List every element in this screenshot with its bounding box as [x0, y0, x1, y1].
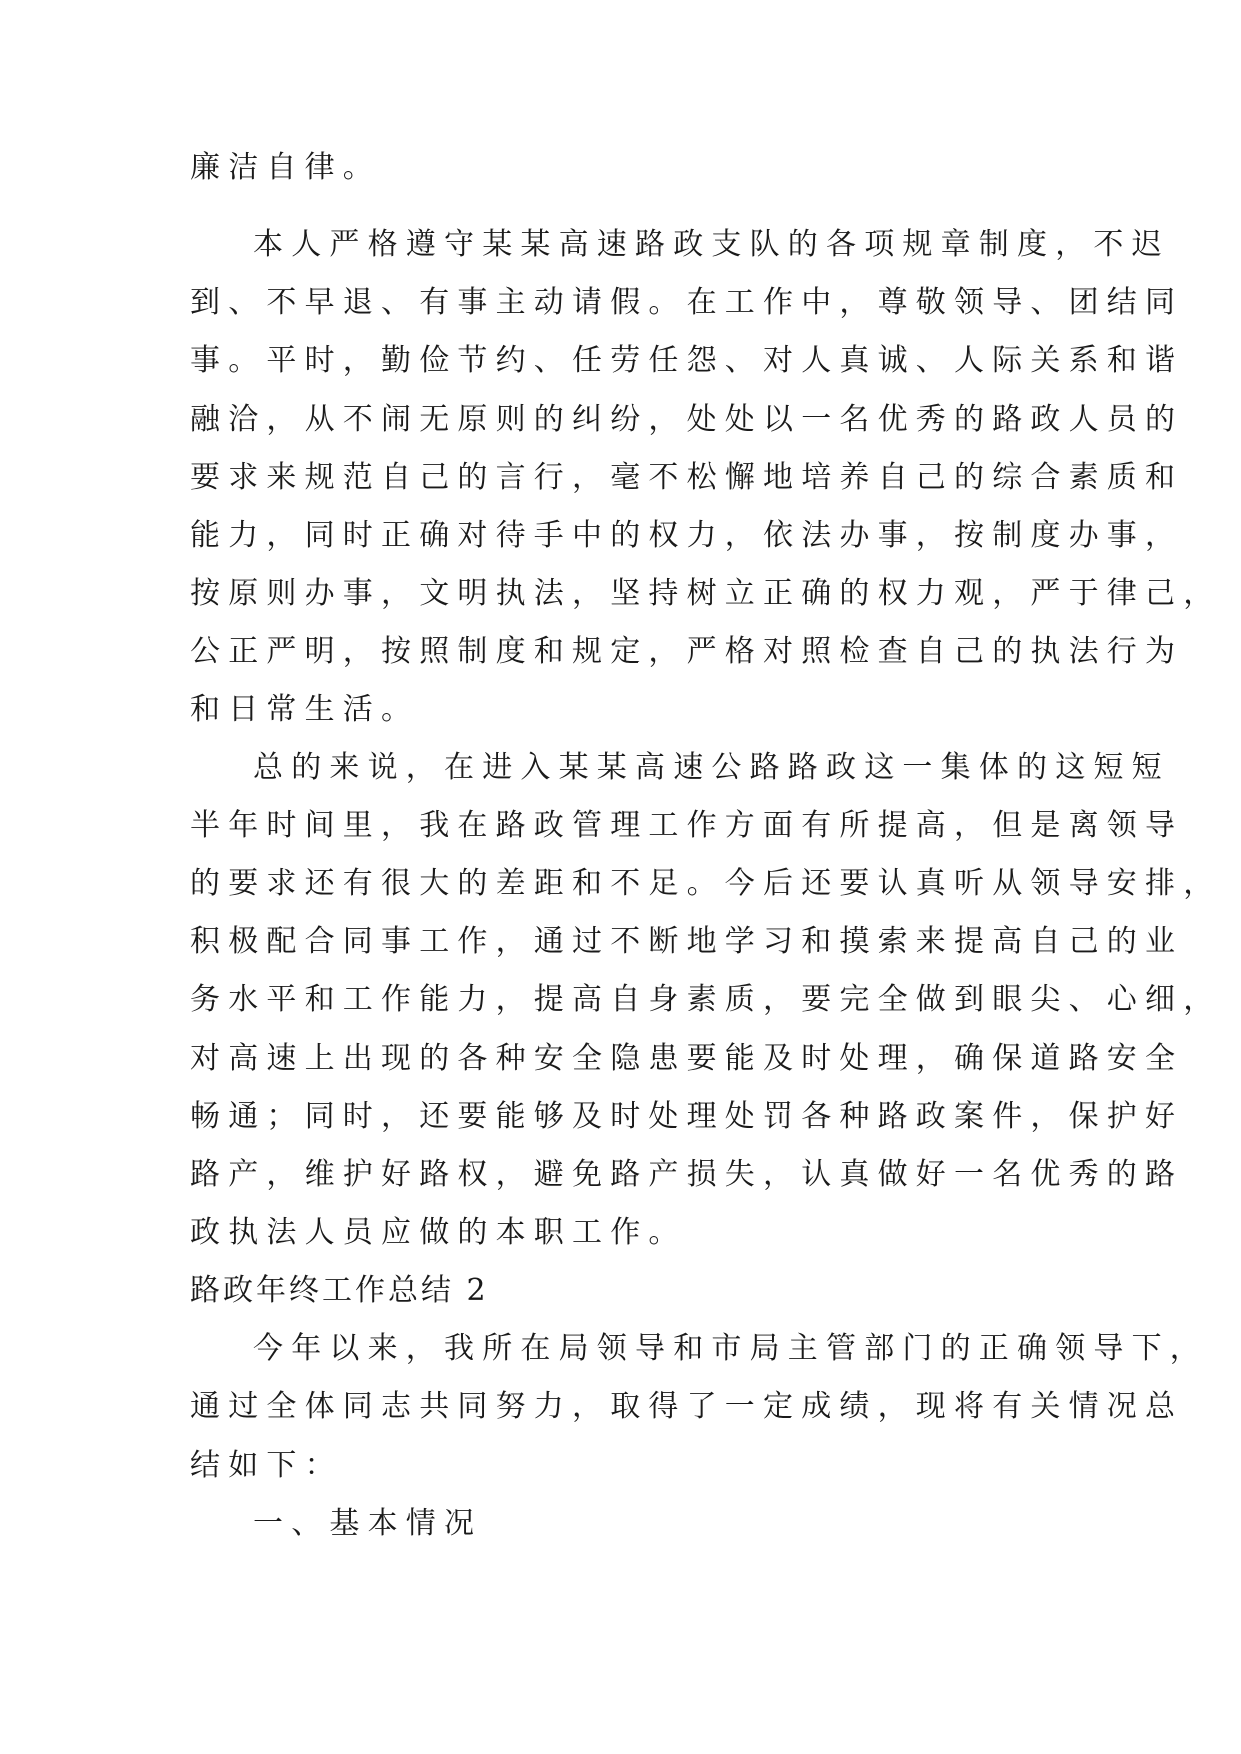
paragraph-line: 政执法人员应做的本职工作。 [190, 1215, 687, 1250]
paragraph-line: 路产，维护好路权，避免路产损失，认真做好一名优秀的路 [190, 1157, 1184, 1192]
paragraph-line: 半年时间里，我在路政管理工作方面有所提高，但是离领导 [190, 808, 1184, 843]
paragraph-line: 融洽，从不闹无原则的纠纷，处处以一名优秀的路政人员的 [190, 402, 1184, 437]
paragraph-line: 畅通；同时，还要能够及时处理处罚各种路政案件，保护好 [190, 1099, 1184, 1134]
paragraph-line: 要求来规范自己的言行，毫不松懈地培养自己的综合素质和 [190, 460, 1184, 495]
paragraph-line: 公正严明，按照制度和规定，严格对照检查自己的执法行为 [190, 634, 1184, 669]
paragraph-line: 积极配合同事工作，通过不断地学习和摸索来提高自己的业 [190, 924, 1184, 959]
paragraph-line: 通过全体同志共同努力，取得了一定成绩，现将有关情况总 [190, 1389, 1184, 1424]
paragraph-line: 务水平和工作能力，提高自身素质，要完全做到眼尖、心细， [190, 982, 1222, 1017]
paragraph-line: 能力，同时正确对待手中的权力，依法办事，按制度办事， [190, 518, 1184, 553]
section-title: 路政年终工作总结 2 [190, 1273, 489, 1308]
paragraph-line: 今年以来，我所在局领导和市局主管部门的正确领导下， [253, 1331, 1208, 1366]
paragraph-line: 和日常生活。 [190, 692, 420, 727]
subsection-heading: 一、基本情况 [253, 1506, 483, 1541]
paragraph-line: 按原则办事，文明执法，坚持树立正确的权力观，严于律己， [190, 576, 1222, 611]
paragraph-line: 总的来说，在进入某某高速公路路政这一集体的这短短 [253, 750, 1170, 785]
paragraph-line: 结如下： [190, 1448, 343, 1483]
paragraph-line: 到、不早退、有事主动请假。在工作中，尊敬领导、团结同 [190, 285, 1184, 320]
paragraph-line: 本人严格遵守某某高速路政支队的各项规章制度，不迟 [253, 227, 1170, 262]
paragraph-line: 的要求还有很大的差距和不足。今后还要认真听从领导安排， [190, 866, 1222, 901]
paragraph-line: 对高速上出现的各种安全隐患要能及时处理，确保道路安全 [190, 1041, 1184, 1076]
paragraph-line: 事。平时，勤俭节约、任劳任怨、对人真诚、人际关系和谐 [190, 343, 1184, 378]
paragraph-line: 廉洁自律。 [190, 150, 381, 185]
